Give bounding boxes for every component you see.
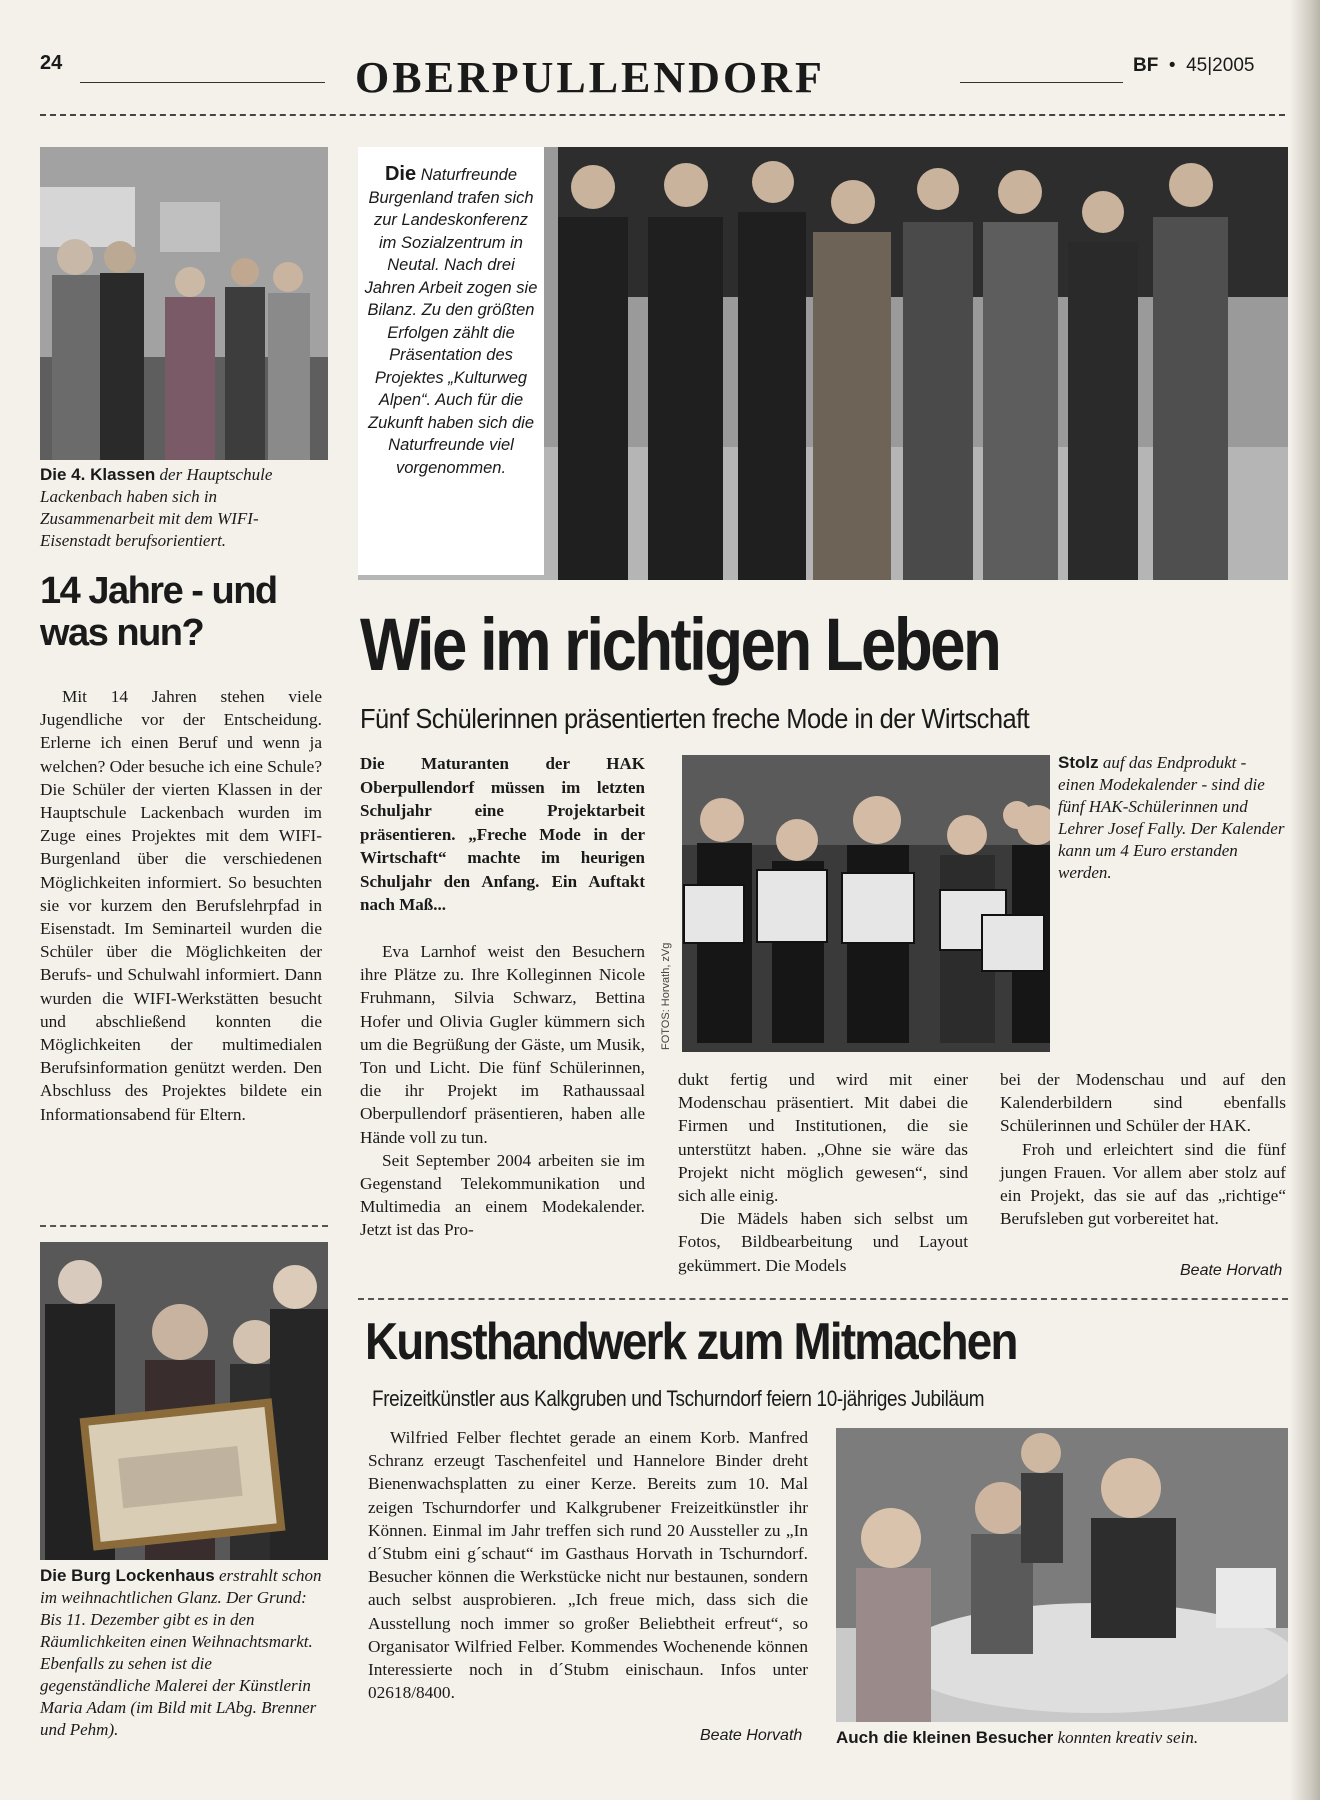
burg-caption (40, 1565, 325, 1741)
page-binding-edge (1290, 0, 1320, 1800)
caption-lead: Die 4. Klassen (40, 465, 156, 484)
paragraph: Die Mädels haben sich selbst um Fotos, Bildbearbeitung und Layout gekümmert. Die Models (678, 1209, 968, 1275)
article-leben-lead: Die Maturanten der HAK Oberpullendorf müssen im letzten Schuljahr eine Projektarbeit präsentieren. „Freche Mode in der Wirtschaft“ machte im heurigen Schuljahr den Anfang. Ein Auftakt nach Maß... (360, 754, 645, 914)
issue-badge (1133, 55, 1254, 77)
photo-students-calendar-image (682, 755, 1050, 1052)
paragraph: Froh und erleichtert sind die fünf jungen Frauen. Vor allem aber stolz auf ein Projekt, das sie auf das „richtige“ Berufsleben gut vorbereitet hat. (1000, 1139, 1286, 1229)
paragraph: Eva Larnhof weist den Besuchern ihre Plätze zu. Ihre Kolleginnen Nicole Fruhmann, Silvia Schwarz, Bettina Hofer und Olivia Gugler kümmern sich um die Begrüßung der Gäste, um Musik, Ton und Licht. Die fünf Schülerinnen, die ihr Projekt im Rathaussaal Oberpullendorf präsentieren, haben alle Hände voll zu tun. (360, 942, 645, 1147)
paragraph: dukt fertig und wird mit einer Modenschau präsentiert. Mit dabei die Firmen und Institutionen, die sie unterstützt haben. „Ohne sie wäre das Projekt nicht möglich gewesen“, sind sich alle einig. (678, 1070, 968, 1206)
article-kunst-title: Kunsthandwerk zum Mitmachen (365, 1313, 1017, 1371)
paragraph: bei der Modenschau und auf den Kalenderbildern sind ebenfalls Schülerinnen und Schüler der HAK. (1000, 1070, 1286, 1136)
school-classes-photo (40, 147, 328, 460)
photo-painting-image (40, 1242, 328, 1560)
header-rule-right (960, 82, 1123, 83)
article-14-paragraph: Mit 14 Jahren stehen viele Jugendliche vor der Entscheidung. Erlerne ich einen Beruf und wenn ja welchen? Oder besuche ich eine Schule? Die Schüler der vierten Klassen in der Hauptschule Lackenbach wurden im Zuge eines Projektes mit dem WIFI-Burgenland über die verschiedenen Möglichkeiten informiert. So besuchten sie vor kurzem den Berufslehrpfad in Eisenstadt. Im Seminarteil wurden die Schüler über die Möglichkeiten der Berufs- und Schulwahl informiert. Dann wurden die WIFI-Werkstätten besucht und abschließend konnten die Möglichkeiten der multimedialen Berufsinformation genützt werden. Den Abschluss des Projektes bildete ein Informationsabend für Eltern. (40, 687, 322, 1124)
burg-photo (40, 1242, 328, 1560)
article-14-title-line1: 14 Jahre - und (40, 570, 277, 612)
naturfreunde-caption (358, 147, 544, 479)
section-rubric: OBERPULLENDORF (355, 53, 825, 102)
article-leben-col3 (1000, 1068, 1286, 1230)
brand-logo: BF (1133, 55, 1159, 76)
caption-lead: Stolz (1058, 753, 1099, 772)
paragraph: Wilfried Felber flechtet gerade an einem Korb. Manfred Schranz erzeugt Taschenfeitel und Hannelore Binder dreht Bienenwachsplatten zu einer Kerze. Bereits zum 10. Mal zeigen Tschurndorfer und Kalkgrubener Freizeitkünstler ihr Können. Einmal im Jahr treffen sich rund 20 Aussteller zu „In d´Stubm eini g´schaut“ im Gasthaus Horvath in Tschurndorf. Besucher können die Werkstücke nicht nur bestaunen, sondern auch selbst ausprobieren. „Ich freue mich, dass sich die Ausstellung noch immer so großer Beliebtheit erfreut“, so Organisator Wilfried Felber. Kommendes Wochenende können Interessierte noch in d´Stubm einischaun. Infos unter 02618/8400. (368, 1428, 808, 1703)
caption-lead: Auch die kleinen Besucher (836, 1728, 1054, 1747)
article-14-title-line2: was nun? (40, 612, 204, 654)
naturfreunde-caption-box (358, 147, 544, 575)
article-leben-col1 (360, 940, 645, 1242)
caption-text: Naturfreunde Burgenland trafen sich zur Landeskonferenz im Sozialzentrum in Neutal. Nach drei Jahren Arbeit zogen sie Bilanz. Zu den größten Erfolgen zählt die Präsentation des Projektes „Kulturweg Alpen“. Auch für die Zukunft haben sich die Naturfreunde viel vorgenommen. (364, 166, 538, 477)
hak-photo-caption (1058, 752, 1286, 884)
photo-students-image (40, 147, 328, 460)
photo-credit: FOTOS: Horvath, zVg (660, 942, 672, 1050)
caption-lead: Die Burg Lockenhaus (40, 1566, 215, 1585)
caption-text: konnten kreativ sein. (1053, 1728, 1199, 1747)
kunst-photo-caption (836, 1727, 1296, 1749)
kunst-dashed-rule (358, 1298, 1288, 1300)
left-column-dashed-rule (40, 1225, 328, 1227)
article-14-body (40, 685, 322, 1126)
kunst-photo (836, 1428, 1288, 1722)
article-kunst-author: Beate Horvath (700, 1727, 803, 1744)
school-photo-caption (40, 464, 320, 552)
caption-text: erstrahlt schon im weihnachtlichen Glanz. Der Grund: Bis 11. Dezember gibt es in den Räumlichkeiten einen Weihnachtsmarkt. Ebenfalls zu sehen ist die gegenständliche Malerei der Künstlerin Maria Adam (im Bild mit LAbg. Brenner und Pehm). (40, 1566, 322, 1739)
article-leben-col2 (678, 1068, 968, 1277)
article-leben-subtitle: Fünf Schülerinnen präsentierten freche Mode in der Wirtschaft (360, 703, 1030, 734)
issue-number: 45|2005 (1186, 55, 1255, 76)
article-kunst-body (368, 1426, 808, 1704)
page-number: 24 (40, 52, 63, 74)
photo-children-crafts-image (836, 1428, 1288, 1722)
article-leben-author: Beate Horvath (1180, 1262, 1283, 1279)
caption-text: auf das Endprodukt - einen Modekalender - sind die fünf HAK-Schülerinnen und Lehrer Josef Fally. Der Kalender kann um 4 Euro erstanden werden. (1058, 753, 1285, 882)
hak-students-photo (682, 755, 1050, 1052)
header-dashed-rule (40, 114, 1285, 116)
article-kunst-subtitle: Freizeitkünstler aus Kalkgruben und Tschurndorf feiern 10-jähriges Jubiläum (372, 1386, 985, 1411)
issue-separator: • (1163, 55, 1181, 76)
article-14-title (40, 570, 277, 654)
article-leben-title: Wie im richtigen Leben (360, 603, 1000, 686)
paragraph: Seit September 2004 arbeiten sie im Gegenstand Telekommunikation und Multimedia an einem Modekalender. Jetzt ist das Pro- (360, 1150, 645, 1240)
caption-lead: Die (384, 163, 417, 185)
header-rule-left (80, 82, 325, 83)
caption-text: der Hauptschule Lackenbach haben sich in Zusammenarbeit mit dem WIFI-Eisenstadt berufsorientiert. (40, 465, 273, 550)
